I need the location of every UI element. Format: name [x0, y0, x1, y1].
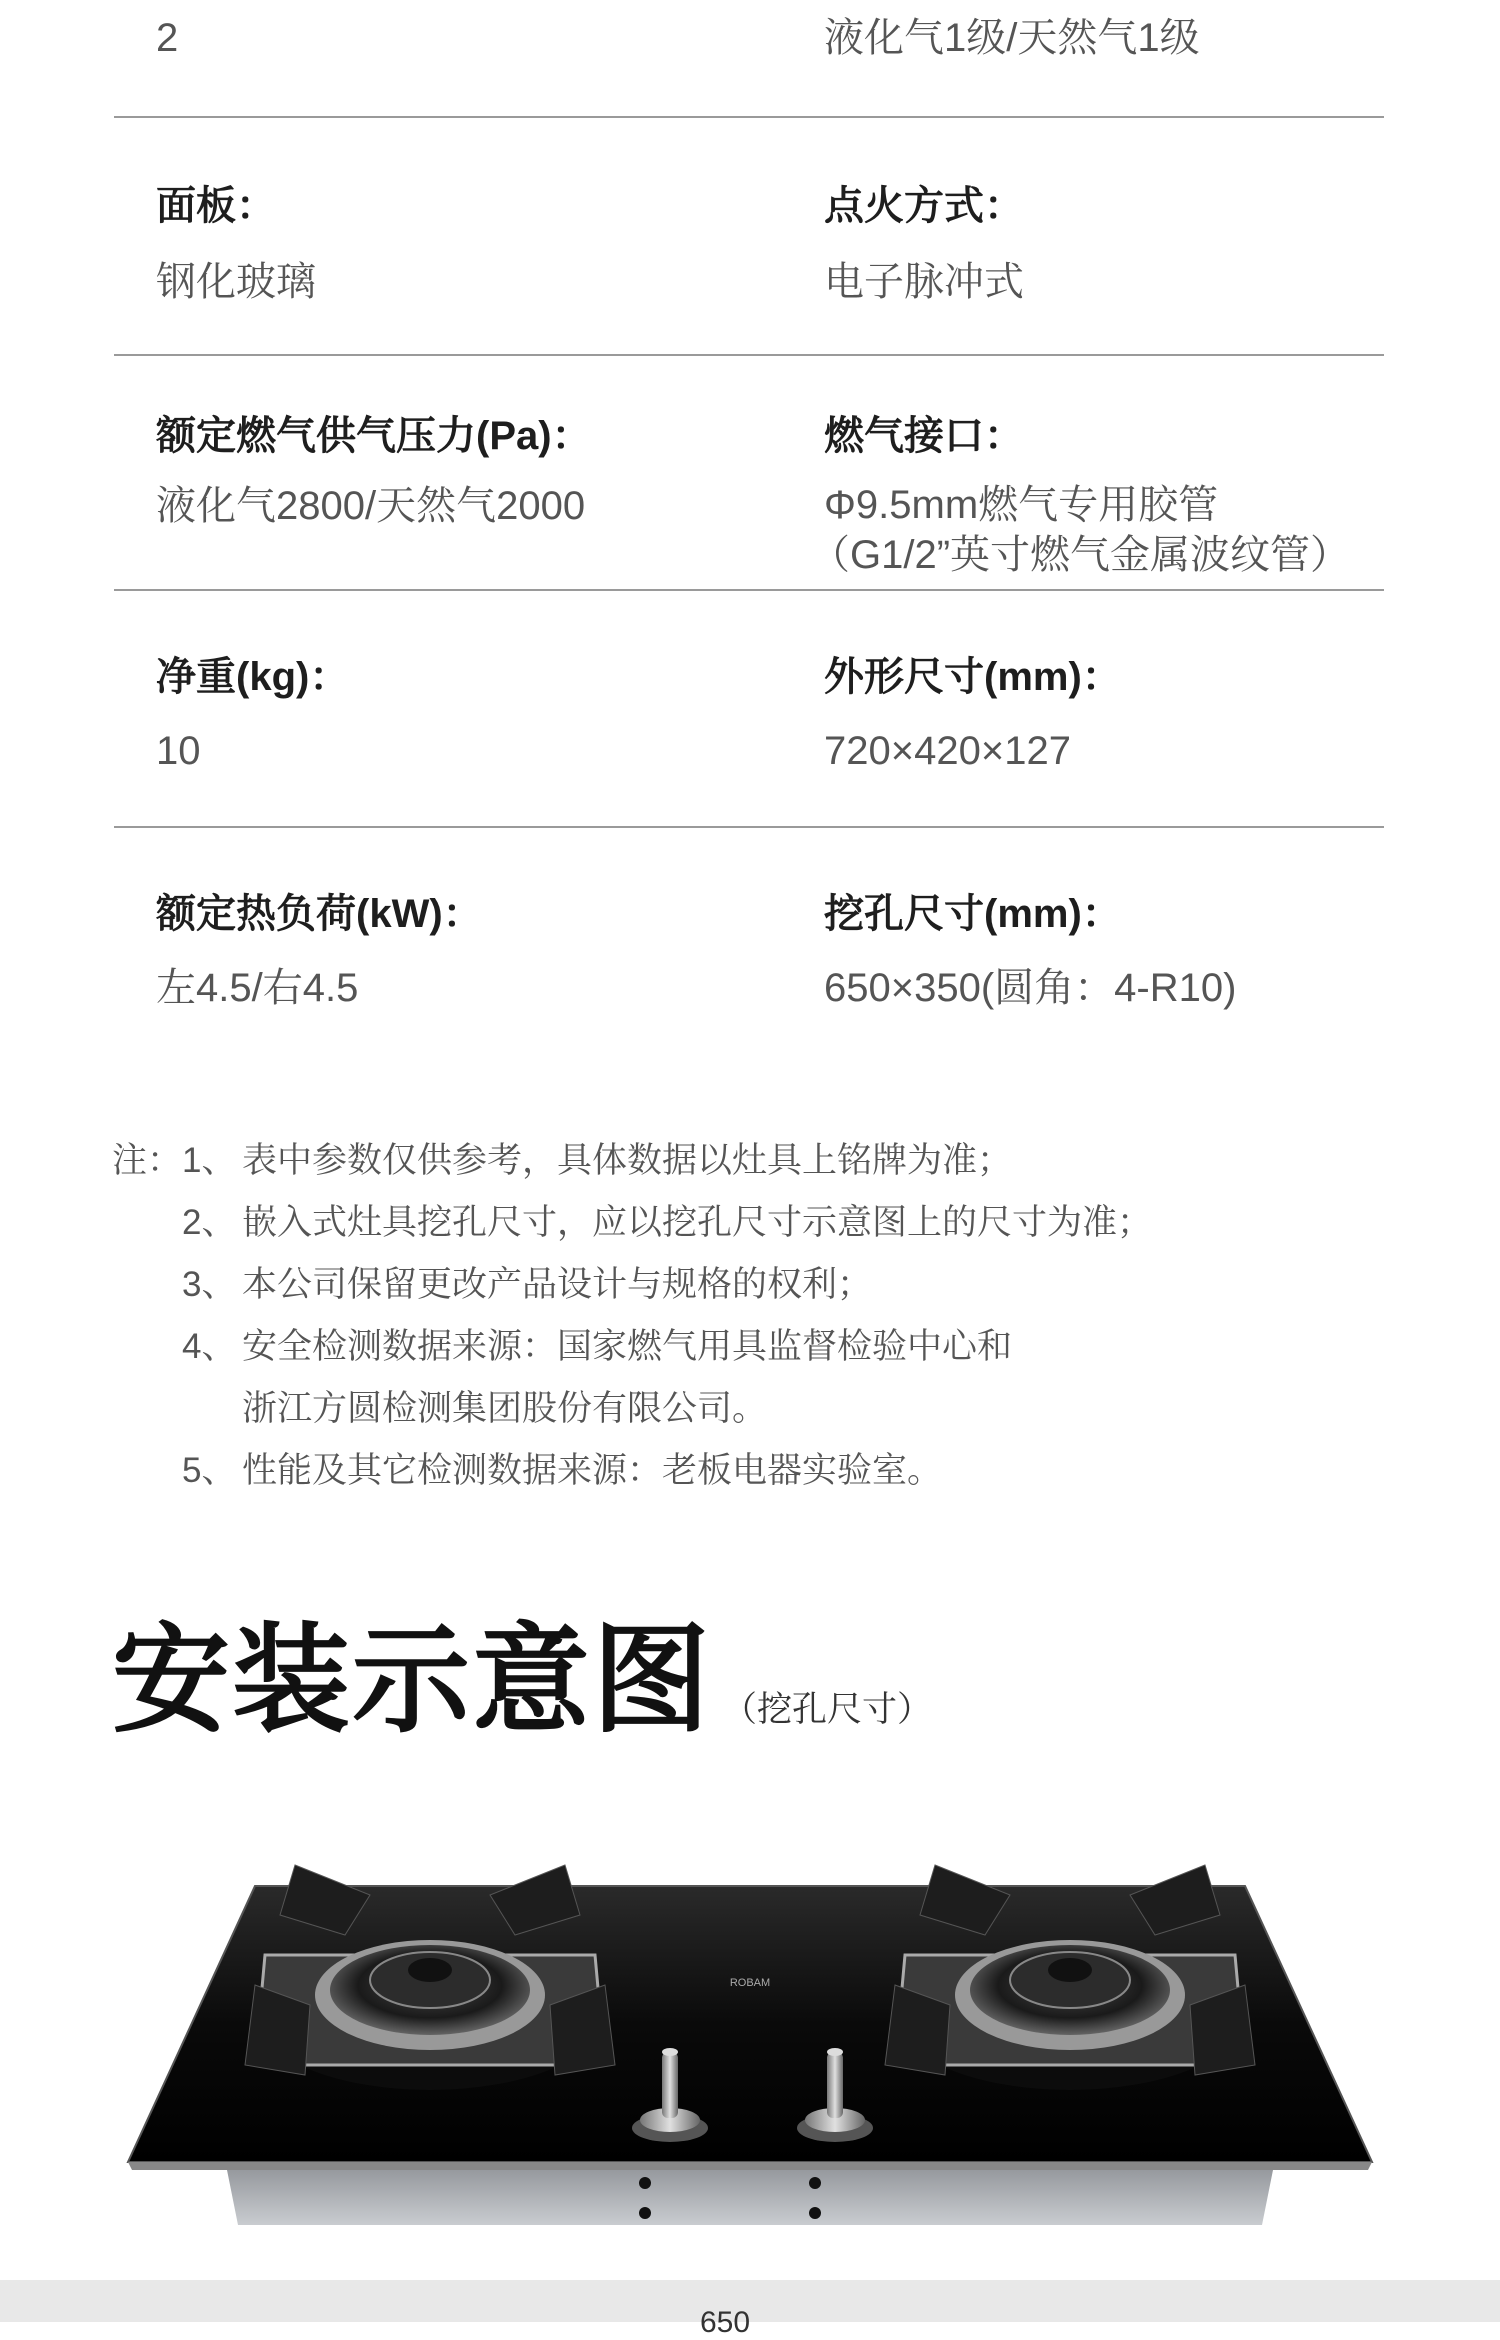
spec-cell-net-weight	[156, 653, 776, 775]
spec-label: 外形尺寸(mm)：	[824, 655, 1122, 699]
spec-row-5	[114, 828, 1384, 1018]
spec-cell-dimensions	[824, 653, 1444, 775]
note-text: 本公司保留更改产品设计与规格的权利；	[242, 1265, 873, 1304]
note-item	[112, 1130, 1312, 1192]
note-number: 3、	[182, 1265, 237, 1304]
spec-label: 净重(kg)：	[156, 655, 350, 699]
note-prefix: 注：	[112, 1141, 183, 1180]
spec-cell-gas-interface	[810, 412, 1500, 580]
spec-value: 左4.5/右4.5	[156, 966, 359, 1010]
install-title: 安装示意图	[112, 1615, 713, 1747]
spec-value: 720×420×127	[824, 729, 1071, 773]
spec-cell-energy-grade	[824, 14, 1444, 62]
tray-hole	[809, 2207, 821, 2219]
spec-row-1	[114, 0, 1384, 118]
note-text: 安全检测数据来源：国家燃气用具监督检验中心和	[242, 1327, 1013, 1366]
spec-cell-burners	[156, 14, 776, 62]
note-number: 4、	[182, 1327, 237, 1366]
tray-hole	[639, 2177, 651, 2189]
note-text: 性能及其它检测数据来源：老板电器实验室。	[242, 1451, 943, 1490]
spec-value: 10	[156, 729, 201, 773]
note-text: 嵌入式灶具挖孔尺寸，应以挖孔尺寸示意图上的尺寸为准；	[242, 1203, 1153, 1242]
spec-cell-gas-pressure	[156, 412, 776, 530]
spec-label: 点火方式：	[824, 184, 1024, 228]
spec-cell-heat-load	[156, 890, 776, 1012]
tray-hole	[639, 2207, 651, 2219]
note-text: 表中参数仅供参考，具体数据以灶具上铭牌为准；	[242, 1141, 1013, 1180]
note-number: 1、	[182, 1141, 237, 1180]
spec-row-2	[114, 118, 1384, 356]
install-heading	[112, 1585, 932, 1755]
spec-cell-cutout-size	[824, 890, 1444, 1012]
spec-row-3	[114, 356, 1384, 591]
install-subtitle: （挖孔尺寸）	[722, 1690, 933, 1729]
spec-value: Φ9.5mm燃气专用胶管	[824, 483, 1219, 527]
spec-cell-panel	[156, 182, 776, 306]
spec-label: 面板：	[156, 184, 276, 228]
spec-value: 液化气1级/天然气1级	[824, 16, 1200, 60]
page-number: 650	[700, 2306, 751, 2339]
note-item	[112, 1440, 1312, 1502]
spec-value-secondary: （G1/2”英寸燃气金属波纹管）	[810, 533, 1351, 577]
note-item-continued	[112, 1378, 1312, 1440]
note-text: 浙江方圆检测集团股份有限公司。	[242, 1389, 768, 1428]
spec-label: 额定热负荷(kW)：	[156, 892, 483, 936]
spec-label: 挖孔尺寸(mm)：	[824, 892, 1122, 936]
spec-cell-ignition	[824, 182, 1444, 306]
spec-value: 电子脉冲式	[824, 260, 1024, 304]
note-number: 2、	[182, 1203, 237, 1242]
gas-stove-image	[0, 1800, 1500, 2230]
brand-logo: ROBAM	[729, 1977, 771, 1989]
spec-value: 2	[156, 16, 179, 60]
note-item	[112, 1316, 1312, 1378]
note-item	[112, 1192, 1312, 1254]
notes	[112, 1130, 1312, 1502]
spec-value: 钢化玻璃	[156, 260, 316, 304]
tray-hole	[809, 2177, 821, 2189]
spec-value: 650×350(圆角：4-R10)	[824, 966, 1237, 1010]
note-item	[112, 1254, 1312, 1316]
spec-value: 液化气2800/天然气2000	[156, 484, 586, 528]
spec-label: 燃气接口：	[824, 414, 1024, 458]
spec-row-4	[114, 591, 1384, 828]
spec-table	[114, 0, 1384, 1018]
note-number: 5、	[182, 1451, 237, 1490]
footer-strip	[0, 2280, 1500, 2339]
spec-label: 额定燃气供气压力(Pa)：	[156, 414, 592, 458]
